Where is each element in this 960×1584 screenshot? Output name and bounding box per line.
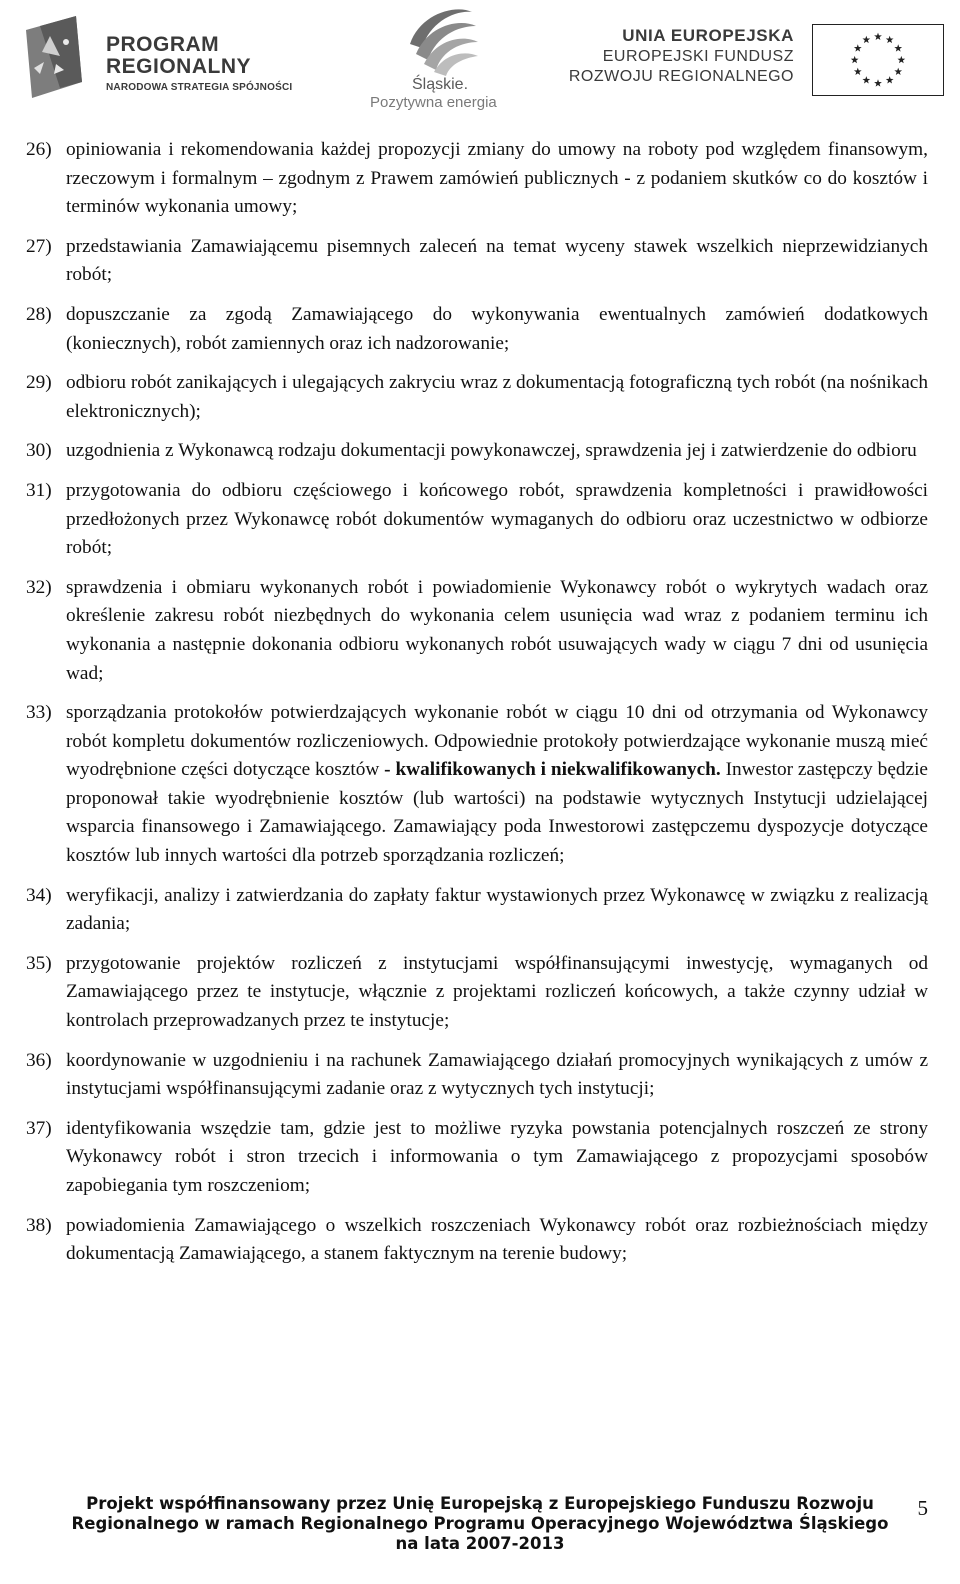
list-item-number: 27) — [26, 235, 52, 257]
eu-logo-line1: UNIA EUROPEJSKA — [622, 26, 794, 45]
list-item-text: weryfikacji, analizy i zatwierdzania do zapłaty faktur wystawionych przez Wykonawcę w związku z realizacją zadania; — [66, 884, 928, 935]
slaskie-logo — [360, 4, 530, 112]
list-item-number: 36) — [26, 1049, 52, 1071]
list-item — [26, 1212, 928, 1269]
list-item — [26, 882, 928, 939]
eu-star-icon — [886, 76, 894, 83]
eu-star-icon — [854, 68, 862, 75]
document-body — [26, 136, 928, 1280]
eu-star-icon — [854, 44, 862, 51]
list-item-number: 38) — [26, 1214, 52, 1236]
eu-star-icon — [874, 33, 882, 40]
list-item-text — [66, 699, 928, 871]
list-item-text: sprawdzenia i obmiaru wykonanych robót i powiadomienie Wykonawcy robót o wykrytych wadach oraz określenie zakresu robót niezbędnych do wykonania celem usunięcia wad wraz z podaniem terminu ich wykonania a następnie dokonania odbioru wykonanych robót usuwających wady w ciągu 7 dni od usunięcia wad; — [66, 576, 928, 684]
page-number: 5 — [917, 1496, 928, 1520]
list-item-number: 33) — [26, 702, 52, 724]
list-item-text-bold: - kwalifikowanych i niekwalifikowanych. — [384, 759, 721, 781]
list-item-number: 26) — [26, 139, 52, 160]
list-item-text: przedstawiania Zamawiającemu pisemnych zaleceń na temat wyceny stawek wszelkich nieprzewidzianych robót; — [66, 235, 928, 286]
program-regionalny-logo — [20, 12, 320, 102]
list-item-number: 34) — [26, 884, 52, 906]
slaskie-name: Śląskie. — [412, 76, 469, 93]
list-item-text: opiniowania i rekomendowania każdej propozycji zmiany do umowy na roboty pod względem finansowym, rzeczowym i formalnym – zgodnym z Prawem zamówień publicznych - z podaniem skutków co do kosztów i terminów wykonania umowy; — [66, 139, 928, 218]
list-item-number: 37) — [26, 1117, 52, 1139]
list-item — [26, 233, 928, 290]
list-item-number: 28) — [26, 303, 52, 325]
list-item-number: 29) — [26, 372, 52, 394]
eu-stars-flag-icon — [812, 24, 944, 96]
slaskie-swirl-icon — [400, 4, 480, 76]
program-logo-line3: NARODOWA STRATEGIA SPÓJNOŚCI — [106, 82, 293, 93]
eu-logo-line3: ROZWOJU REGIONALNEGO — [568, 68, 794, 85]
eu-star-icon — [886, 36, 894, 43]
list-item-number: 31) — [26, 479, 52, 501]
list-item-text: dopuszczanie za zgodą Zamawiającego do wykonywania ewentualnych zamówień dodatkowych (koniecznych), robót zamiennych oraz ich nadzorowanie; — [66, 303, 928, 354]
list-item — [26, 1115, 928, 1201]
page-footer — [0, 1494, 960, 1584]
list-item-text-after: Inwestor zastępczy będzie proponował takie wyodrębnienie kosztów (lub wartości) na podstawie wytycznych Instytucji udzielającej wsparcia finansowego i Zamawiającego. Zamawiający poda Inwestorowi zastępczemu dyspozycje dotyczące kosztów lub innych wartości dla potrzeb sporządzania rozliczeń; — [66, 759, 928, 867]
eu-star-icon — [874, 79, 882, 86]
list-item — [26, 136, 928, 222]
page-header — [0, 0, 960, 115]
program-regionalny-mark-icon — [20, 12, 100, 102]
list-item-text: przygotowanie projektów rozliczeń z instytucjami współfinansującymi inwestycję, wymaganych od Zamawiającego przez te instytucje, włącznie z projektami rozliczeń końcowych, a także czynny udział w kontrolach przeprowadzanych przez te instytucje; — [66, 952, 928, 1032]
list-item-text: uzgodnienia z Wykonawcą rodzaju dokumentacji powykonawczej, sprawdzenia jej i zatwierdzenie do odbioru — [66, 440, 917, 462]
eu-logo-line2: EUROPEJSKI FUNDUSZ — [602, 48, 794, 65]
eu-star-icon — [862, 76, 870, 83]
footer-line1: Projekt współfinansowany przez Unię Europejską z Europejskiego Funduszu Rozwoju — [86, 1494, 874, 1513]
list-item-text: powiadomienia Zamawiającego o wszelkich roszczeniach Wykonawcy robót oraz rozbieżnościach między dokumentacją Zamawiającego, a stanem faktycznym na terenie budowy; — [66, 1214, 928, 1265]
program-logo-line1: PROGRAM — [106, 33, 220, 56]
eu-star-icon — [897, 56, 905, 63]
list-item-number: 35) — [26, 952, 52, 974]
list-item-text: odbioru robót zanikających i ulegających zakryciu wraz z dokumentacją fotograficzną tych robót (na nośnikach elektronicznych); — [66, 372, 928, 422]
eu-star-icon — [851, 56, 859, 63]
list-item-text: koordynowanie w uzgodnieniu i na rachunek Zamawiającego działań promocyjnych wynikających z umów z instytucjami współfinansującymi zadanie oraz z wytycznych tych instytucji; — [66, 1049, 928, 1100]
list-item — [26, 1047, 928, 1104]
list-item — [26, 950, 928, 1036]
list-item — [26, 574, 928, 688]
list-item-number: 32) — [26, 576, 52, 598]
eu-star-icon — [894, 44, 902, 51]
list-item — [26, 301, 928, 358]
list-item — [26, 699, 928, 871]
list-item-number: 30) — [26, 440, 52, 462]
list-item-text-before: sporządzania protokołów potwierdzających wykonanie robót w ciągu 10 dni od otrzymania od Wykonawcy robót kompletu dokumentów rozliczeniowych. Odpowiednie protokoły potwierdzające wykonanie muszą mieć wyodrębnione części dotyczące kosztów — [66, 702, 928, 781]
eu-logo — [568, 24, 944, 104]
footer-line2: Regionalnego w ramach Regionalnego Programu Operacyjnego Województwa Śląskiego — [71, 1514, 889, 1533]
program-logo-line2: REGIONALNY — [106, 55, 252, 78]
footer-line3: na lata 2007-2013 — [395, 1534, 565, 1553]
list-item — [26, 437, 928, 466]
list-item — [26, 369, 928, 426]
list-item-text: identyfikowania wszędzie tam, gdzie jest to możliwe ryzyka powstania potencjalnych roszczeń ze strony Wykonawcy robót i stron trzecich i informowania o tym Zamawiającego z propozycjami sposobów zapobiegania tym roszczeniom; — [66, 1117, 928, 1196]
list-item-text: przygotowania do odbioru częściowego i końcowego robót, sprawdzenia kompletności i prawidłowości przedłożonych przez Wykonawcę robót dokumentów wymaganych do odbioru oraz uczestnictwo w odbiorze robót; — [66, 479, 928, 559]
slaskie-slogan: Pozytywna energia — [370, 94, 497, 111]
list-item — [26, 477, 928, 563]
eu-star-icon — [862, 36, 870, 43]
eu-star-icon — [894, 68, 902, 75]
